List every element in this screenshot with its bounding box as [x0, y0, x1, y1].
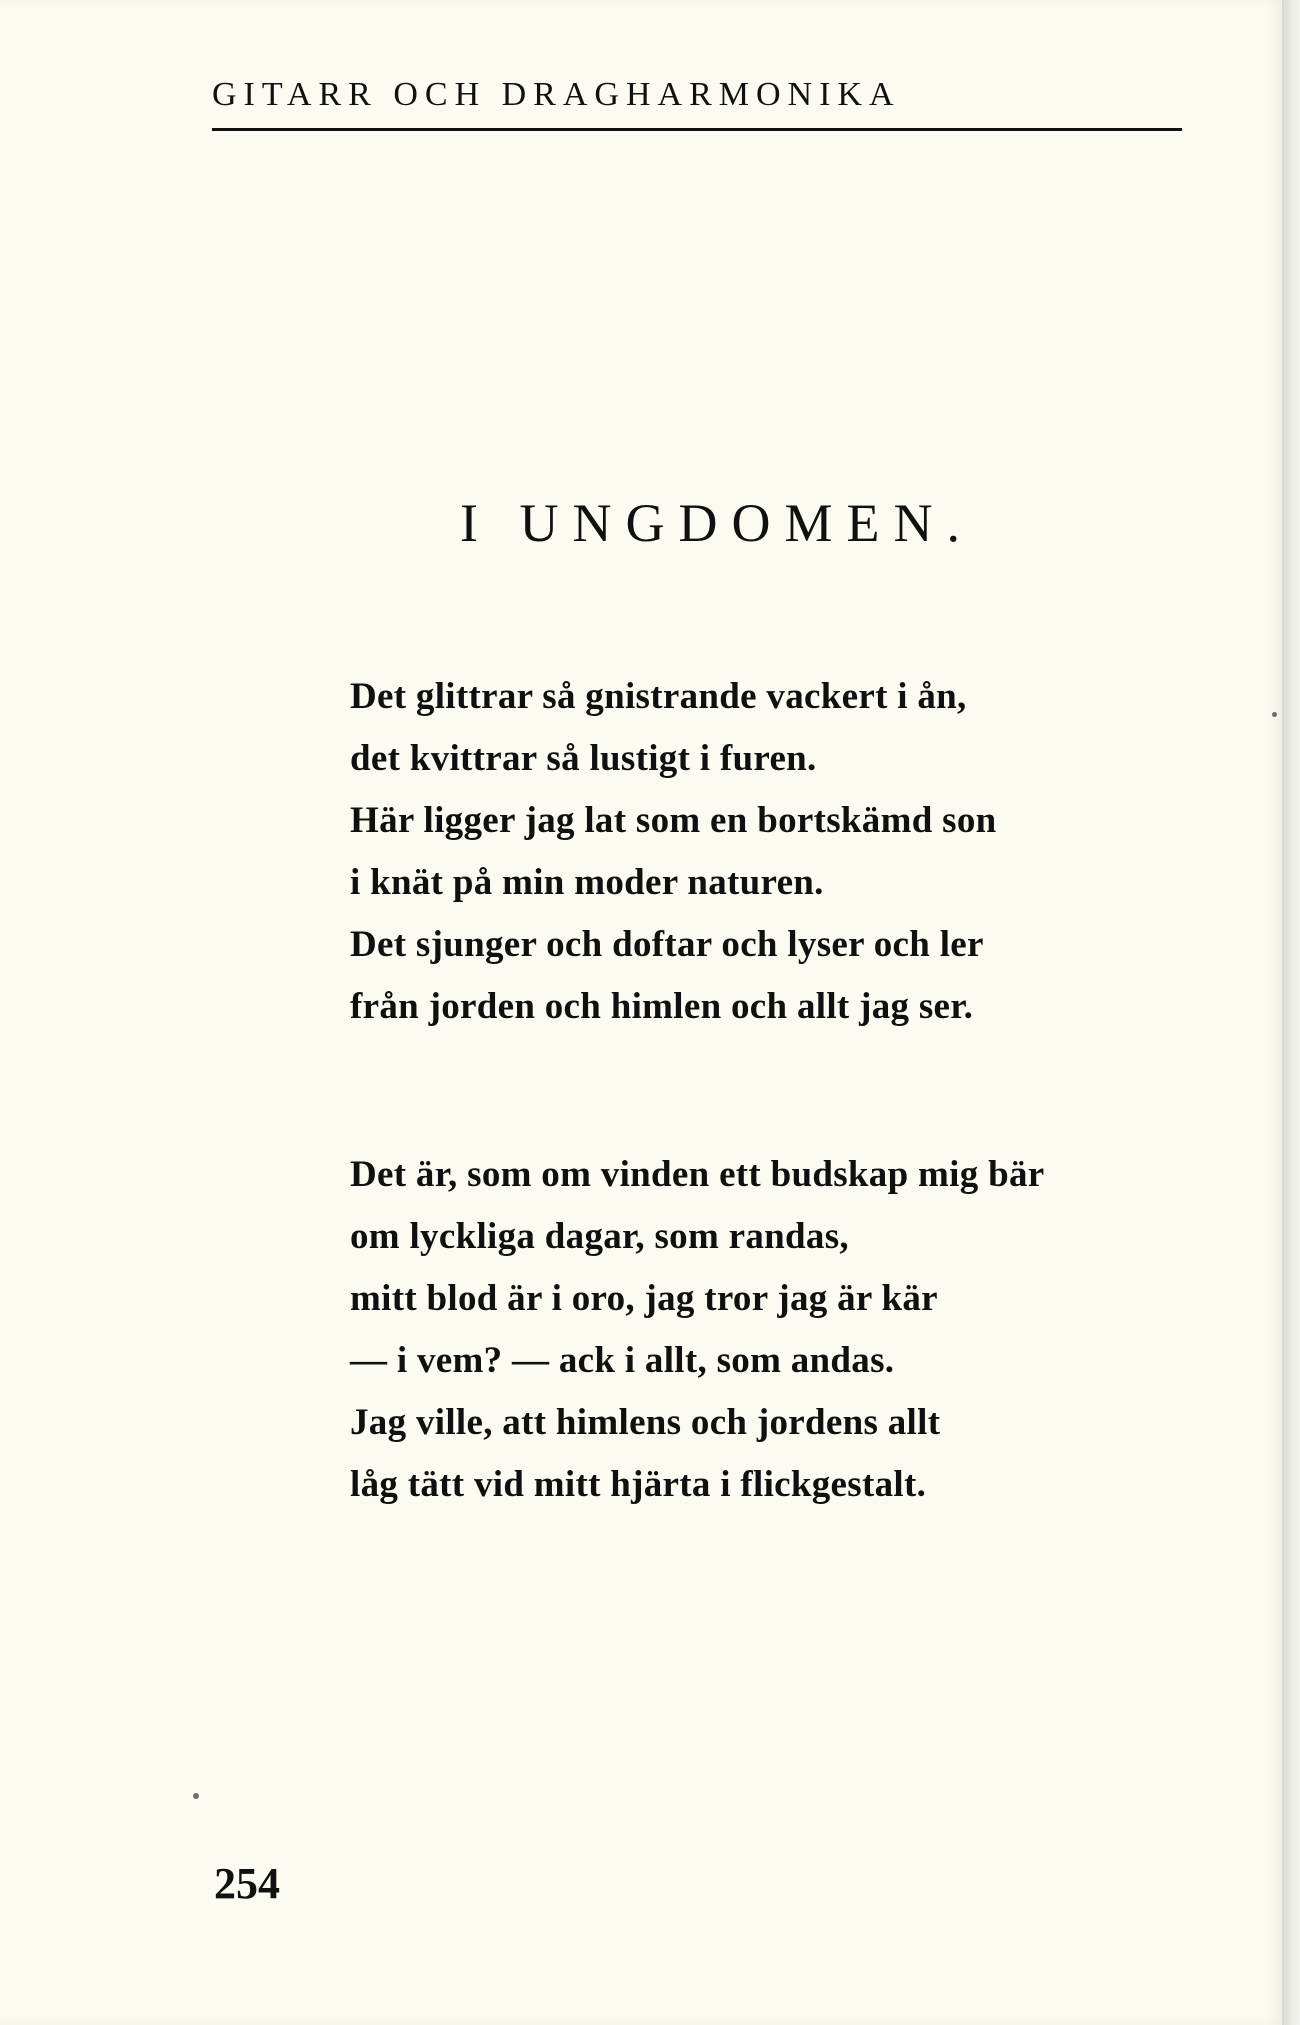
- stanza-2: [350, 1144, 1150, 1516]
- poem-line: i knät på min moder naturen.: [350, 862, 824, 903]
- poem-line: Det är, som om vinden ett budskap mig bär: [350, 1154, 1045, 1195]
- poem-line: det kvittrar så lustigt i furen.: [350, 738, 817, 779]
- page-edge-shadow: [1282, 0, 1300, 2025]
- header-rule: [212, 128, 1182, 131]
- poem-line: Jag ville, att himlens och jordens allt: [350, 1402, 941, 1443]
- poem-line: Det sjunger och doftar och lyser och ler: [350, 924, 984, 965]
- poem-line: — i vem? — ack i allt, som andas.: [350, 1340, 895, 1381]
- running-header: GITARR OCH DRAGHARMONIKA: [212, 76, 901, 113]
- paper-speck: [1272, 712, 1277, 717]
- poem-line: låg tätt vid mitt hjärta i flickgestalt.: [350, 1464, 927, 1505]
- poem-title: I UNGDOMEN.: [460, 493, 974, 553]
- page-number: 254: [214, 1859, 280, 1908]
- paper-speck: [193, 1793, 199, 1799]
- poem-line: om lyckliga dagar, som randas,: [350, 1216, 849, 1257]
- poem-line: mitt blod är i oro, jag tror jag är kär: [350, 1278, 938, 1319]
- poem-line: Det glittrar så gnistrande vackert i ån,: [350, 676, 967, 717]
- stanza-1: [350, 666, 1150, 1038]
- poem-line: Här ligger jag lat som en bortskämd son: [350, 800, 997, 841]
- poem-line: från jorden och himlen och allt jag ser.: [350, 986, 974, 1027]
